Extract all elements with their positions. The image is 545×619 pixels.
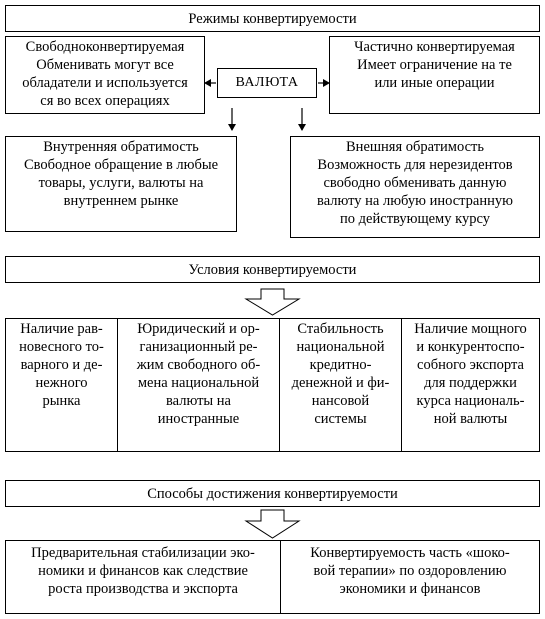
external-convertibility-box: [290, 136, 540, 238]
currency-box: ВАЛЮТА: [217, 68, 317, 98]
free-line: Обменивать могут все: [36, 57, 174, 73]
condition-line: валюты на: [166, 393, 231, 409]
condition-line: варного и де-: [20, 357, 103, 373]
partial-line: Частично конвертируемая: [354, 39, 515, 55]
condition-line: курса националь-: [416, 393, 525, 409]
external-line: свободно обменивать данную: [323, 175, 507, 191]
partial-line: или иные операции: [374, 75, 495, 91]
method-line: экономики и финансов: [339, 581, 481, 597]
condition-line: собного экспорта: [417, 357, 524, 373]
conditions-title: Условия конвертируемости: [5, 256, 540, 283]
free-line: обладатели и используется: [22, 75, 188, 91]
condition-line: денежной и фи-: [291, 375, 390, 391]
method-line: Конвертируемость часть «шоко-: [310, 545, 510, 561]
condition-line: национальной: [296, 339, 385, 355]
condition-line: мена национальной: [137, 375, 260, 391]
internal-line: внутреннем рынке: [63, 193, 179, 209]
condition-line: для поддержки: [424, 375, 517, 391]
method-line: роста производства и экспорта: [48, 581, 238, 597]
condition-line: жим свободного об-: [136, 357, 261, 373]
external-line: валюту на любую иностранную: [317, 193, 513, 209]
methods-title: Способы достижения конвертируемости: [5, 480, 540, 507]
condition-line: нежного: [35, 375, 88, 391]
internal-line: товары, услуги, валюты на: [38, 175, 204, 191]
external-line: Внешняя обратимость: [346, 139, 484, 155]
method-line: вой терапии» по оздоровлению: [313, 563, 507, 579]
condition-line: ной валюты: [433, 411, 508, 427]
free-convertible-box: [5, 36, 205, 114]
external-line: по действующему курсу: [340, 211, 490, 227]
condition-line: кредитно-: [309, 357, 372, 373]
condition-line: Наличие мощного: [414, 321, 527, 337]
condition-market-box: [5, 318, 118, 452]
method-line: Предварительная стабилизации эко-: [31, 545, 255, 561]
condition-financial-stability-box: [279, 318, 402, 452]
partial-line: Имеет ограничение на те: [357, 57, 512, 73]
block-arrow-conditions: [246, 289, 299, 315]
condition-line: ганизационный ре-: [139, 339, 258, 355]
free-line: Свободноконвертируемая: [25, 39, 185, 55]
method-shock-therapy-box: [280, 540, 540, 614]
block-arrow-methods: [246, 510, 299, 538]
internal-line: Свободное обращение в любые: [23, 157, 219, 173]
condition-line: системы: [314, 411, 367, 427]
method-line: номики и финансов как следствие: [38, 563, 248, 579]
internal-line: Внутренняя обратимость: [43, 139, 199, 155]
condition-line: нансовой: [311, 393, 370, 409]
free-line: ся во всех операциях: [40, 93, 170, 109]
condition-line: Наличие рав-: [20, 321, 103, 337]
condition-line: новесного то-: [19, 339, 104, 355]
method-stabilization-box: [5, 540, 281, 614]
condition-line: иностранные: [157, 411, 240, 427]
external-line: Возможность для нерезидентов: [317, 157, 513, 173]
modes-title: Режимы конвертируемости: [5, 5, 540, 32]
condition-export-box: [401, 318, 540, 452]
condition-line: и конкурентоспо-: [416, 339, 525, 355]
condition-line: Юридический и ор-: [137, 321, 260, 337]
condition-legal-regime-box: [117, 318, 280, 452]
condition-line: Стабильность: [297, 321, 384, 337]
partial-convertible-box: [329, 36, 540, 114]
condition-line: рынка: [42, 393, 81, 409]
internal-convertibility-box: [5, 136, 237, 232]
